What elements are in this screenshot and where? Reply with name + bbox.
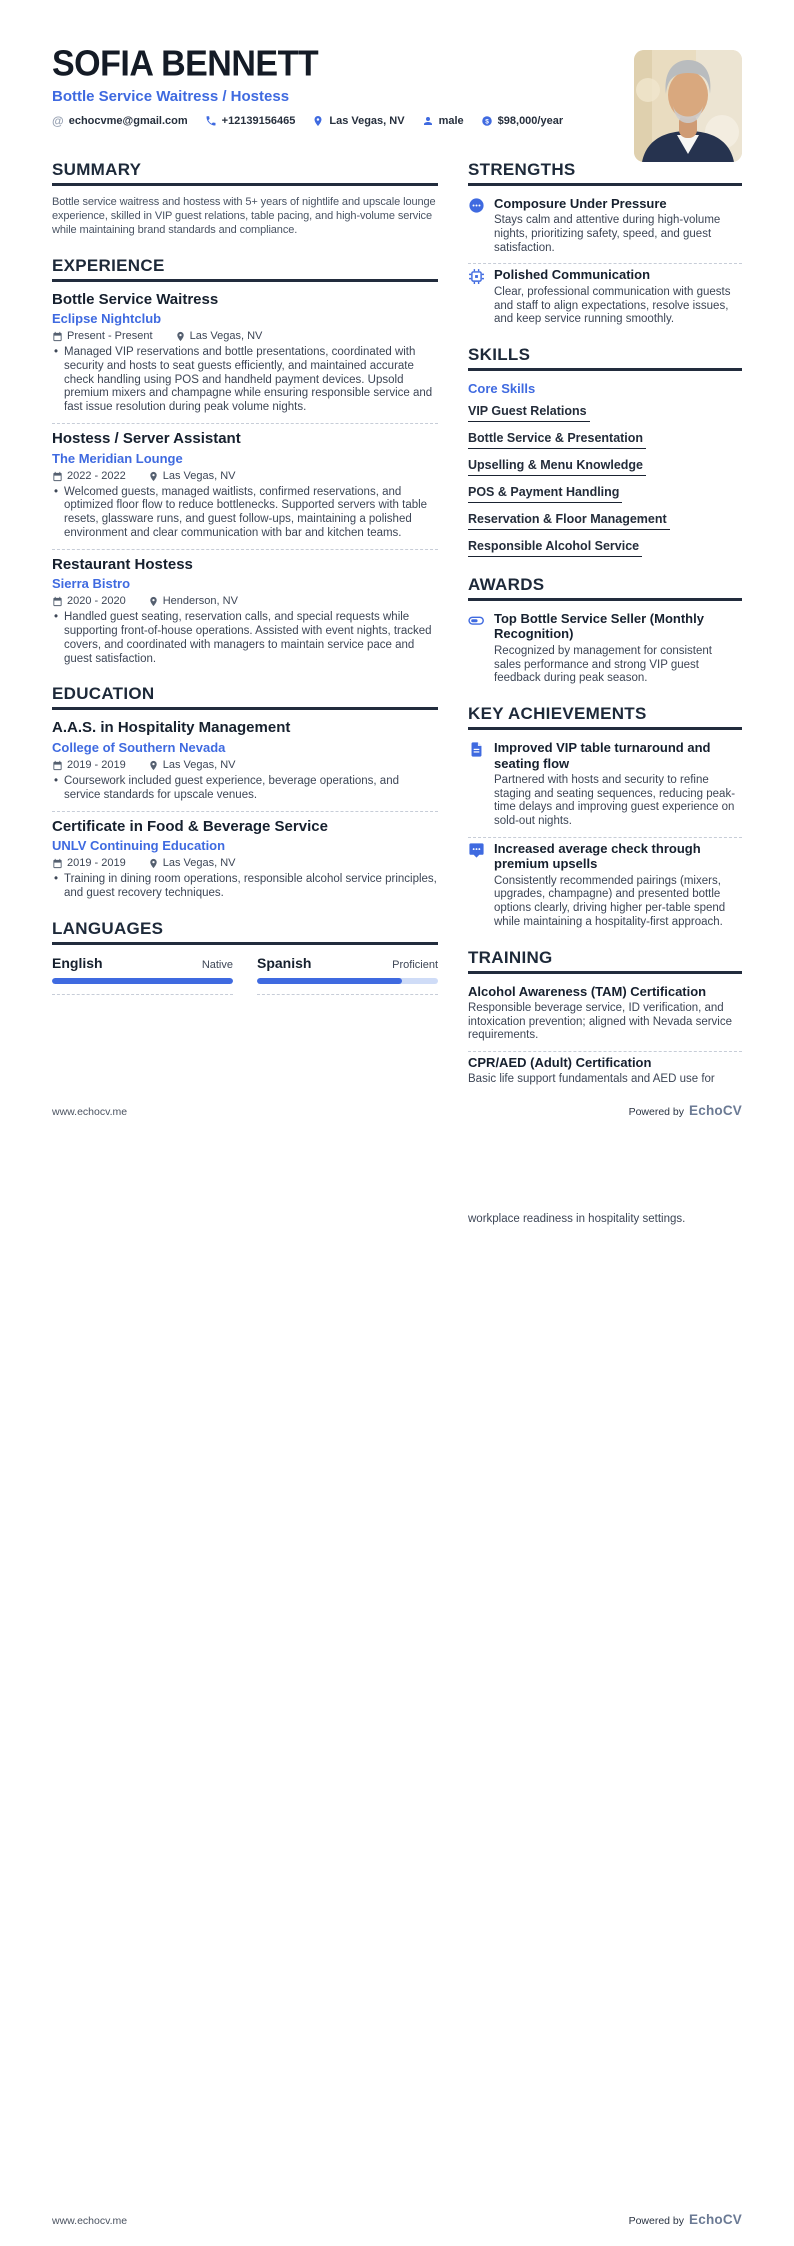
location-pin-icon	[148, 596, 159, 607]
job-entry	[52, 292, 438, 415]
education-bullets	[52, 775, 438, 803]
achievement-title: Increased average check through premium upsells	[494, 841, 701, 872]
powered-by	[629, 1103, 742, 1118]
job-bullets	[52, 486, 438, 541]
website-link[interactable]: www.echocv.me	[52, 1106, 128, 1118]
award-title: Top Bottle Service Seller (Monthly Recognition)	[494, 611, 704, 642]
languages-heading: LANGUAGES	[52, 919, 438, 945]
two-column-body	[52, 160, 742, 1105]
language-level: Proficient	[392, 958, 438, 971]
job-location: Las Vegas, NV	[162, 469, 236, 482]
brand-link[interactable]: EchoCV	[689, 1103, 742, 1118]
phone-icon	[205, 115, 217, 127]
person-icon	[422, 115, 434, 127]
divider	[52, 549, 438, 550]
contact-email[interactable]	[52, 114, 188, 128]
section-awards	[468, 575, 742, 686]
section-education	[52, 684, 438, 900]
email-icon: @	[52, 113, 64, 128]
profile-photo	[634, 50, 742, 162]
school: College of Southern Nevada	[52, 739, 226, 755]
powered-by-label: Powered by	[628, 2215, 685, 2227]
job-title: Hostess / Server Assistant	[52, 430, 241, 448]
gender-value: male	[438, 114, 464, 127]
award-item	[468, 611, 742, 686]
education-entry	[52, 819, 438, 901]
education-location: Las Vegas, NV	[162, 857, 236, 870]
section-strengths	[468, 160, 742, 327]
strength-description: Clear, professional communication with guests and staff to align expectations, resolve issues, and keep service running smoothly.	[494, 285, 731, 326]
skill-item: POS & Payment Handling	[468, 485, 622, 503]
calendar-icon	[52, 331, 63, 342]
skill-item: Reservation & Floor Management	[468, 512, 670, 530]
chat-circle-icon	[468, 197, 485, 214]
website-link[interactable]: www.echocv.me	[52, 2215, 128, 2227]
right-column	[468, 160, 742, 1105]
education-heading: EDUCATION	[52, 684, 438, 710]
degree: Certificate in Food & Beverage Service	[52, 817, 328, 835]
job-location: Las Vegas, NV	[189, 330, 263, 343]
summary-text: Bottle service waitress and hostess with 5+ years of nightlife and upscale lounge experience, skilled in VIP guest relations, table pacing, and high-volume service while maintaining brand standards and compliance.	[52, 195, 436, 236]
skill-item: Upselling & Menu Knowledge	[468, 458, 646, 476]
training-description-continuation: workplace readiness in hospitality settings.	[468, 1213, 686, 1225]
strength-title: Composure Under Pressure	[494, 195, 667, 211]
language-item	[52, 955, 233, 995]
page1-footer	[52, 1103, 742, 1118]
education-meta	[52, 759, 438, 771]
left-column	[52, 160, 438, 1105]
dollar-icon	[481, 115, 493, 127]
location-pin-icon	[148, 471, 159, 482]
contact-location	[312, 114, 404, 127]
job-title: Restaurant Hostess	[52, 555, 193, 573]
section-skills	[468, 345, 742, 557]
skill-item: Responsible Alcohol Service	[468, 539, 642, 557]
job-company: Eclipse Nightclub	[52, 311, 162, 327]
training-title: Alcohol Awareness (TAM) Certification	[468, 983, 707, 999]
candidate-title: Bottle Service Waitress / Hostess	[52, 87, 290, 105]
strength-item	[468, 196, 742, 256]
training-heading: TRAINING	[468, 948, 742, 974]
calendar-icon	[52, 760, 63, 771]
divider	[52, 994, 233, 995]
document-icon	[468, 741, 485, 758]
language-item	[257, 955, 438, 995]
salary-value: $98,000/year	[497, 114, 564, 127]
candidate-name: SOFIA BENNETT	[52, 43, 319, 85]
experience-heading: EXPERIENCE	[52, 256, 438, 282]
language-level: Native	[201, 958, 233, 971]
email-value: echocvme@gmail.com	[68, 114, 188, 127]
profile-photo-image	[634, 50, 742, 162]
award-description: Recognized by management for consistent sales performance and strong VIP guest feedback during peak season.	[494, 644, 712, 685]
awards-heading: AWARDS	[468, 575, 742, 601]
achievement-item	[468, 740, 742, 829]
job-bullet: • Managed VIP reservations and bottle presentations, coordinated with security and hosts to seat guests efficiently, and maintained accurate check handling using POS and handheld payment devices. Upsold premium mixers and champagne while ensuring responsible service and fast issue resolution during peak volume nights.	[52, 346, 438, 415]
calendar-icon	[52, 858, 63, 869]
language-bar-fill	[257, 978, 402, 984]
job-entry	[52, 557, 438, 667]
page2-footer	[52, 2212, 742, 2227]
location-pin-icon	[175, 331, 186, 342]
svg-text:$: $	[484, 118, 489, 126]
training-description: Responsible beverage service, ID verification, and intoxication prevention; aligned with Nevada service requirements.	[468, 1001, 733, 1042]
divider	[468, 1051, 742, 1052]
school: UNLV Continuing Education	[52, 838, 226, 854]
achievement-title: Improved VIP table turnaround and seating flow	[494, 740, 711, 771]
section-summary	[52, 160, 438, 238]
language-bar	[257, 978, 438, 984]
divider	[468, 837, 742, 838]
contact-gender	[422, 114, 464, 127]
location-pin-icon	[312, 115, 324, 127]
education-location: Las Vegas, NV	[162, 758, 236, 771]
skill-item: VIP Guest Relations	[468, 404, 590, 422]
strength-item	[468, 267, 742, 327]
education-bullet: • Training in dining room operations, responsible alcohol service principles, and guest recovery techniques.	[52, 873, 438, 901]
job-dates: Present - Present	[67, 330, 153, 343]
powered-by-label: Powered by	[628, 1106, 685, 1118]
achievement-description: Consistently recommended pairings (mixers, upgrades, champagne) and presented bottle options clearly, driving higher per-table spend while maintaining a hospitality-first approach.	[494, 874, 726, 929]
strengths-heading: STRENGTHS	[468, 160, 742, 186]
chat-bubble-icon	[468, 842, 485, 859]
job-meta	[52, 330, 438, 342]
job-title: Bottle Service Waitress	[52, 290, 219, 308]
achievement-description: Partnered with hosts and security to refine staging and seating sequences, reducing peak-time delays and improving guest experience on sold-out nights.	[494, 773, 736, 828]
location-pin-icon	[148, 760, 159, 771]
section-key-achievements	[468, 704, 742, 930]
contact-phone	[205, 114, 296, 127]
language-bar	[52, 978, 233, 984]
location-value: Las Vegas, NV	[329, 114, 405, 127]
job-bullets	[52, 611, 438, 666]
contact-salary	[481, 114, 563, 127]
job-dates: 2020 - 2020	[67, 595, 126, 608]
education-dates: 2019 - 2019	[67, 857, 126, 870]
divider	[52, 811, 438, 812]
skills-heading: SKILLS	[468, 345, 742, 371]
calendar-icon	[52, 471, 63, 482]
job-meta	[52, 595, 438, 607]
job-company: The Meridian Lounge	[52, 450, 183, 466]
skills-group-label: Core Skills	[468, 381, 536, 397]
strength-description: Stays calm and attentive during high-volume nights, prioritizing safety, speed, and guest satisfaction.	[494, 214, 721, 254]
medal-icon	[468, 612, 485, 629]
section-experience	[52, 256, 438, 667]
divider	[468, 263, 742, 264]
education-bullet: • Coursework included guest experience, beverage operations, and service standards for upscale venues.	[52, 775, 438, 803]
degree: A.A.S. in Hospitality Management	[52, 719, 291, 737]
job-bullet: • Welcomed guests, managed waitlists, confirmed reservations, and optimized floor flow to reduce bottlenecks. Supported servers with table resets, glassware runs, and guest follow-ups, maintaining a polished environment and clear communication with bar and kitchen teams.	[52, 486, 438, 541]
job-company: Sierra Bistro	[52, 576, 131, 592]
job-meta	[52, 470, 438, 482]
job-entry	[52, 431, 438, 541]
training-item	[468, 1055, 742, 1087]
summary-heading: SUMMARY	[52, 160, 438, 186]
education-entry	[52, 720, 438, 802]
education-meta	[52, 857, 438, 869]
language-name: Spanish	[257, 954, 312, 971]
location-pin-icon	[148, 858, 159, 869]
education-bullets	[52, 873, 438, 901]
job-bullets	[52, 346, 438, 415]
language-bar-fill	[52, 978, 233, 984]
training-title: CPR/AED (Adult) Certification	[468, 1055, 652, 1071]
section-languages	[52, 919, 438, 995]
education-dates: 2019 - 2019	[67, 758, 126, 771]
brand-link[interactable]: EchoCV	[689, 2212, 742, 2227]
calendar-icon	[52, 596, 63, 607]
language-name: English	[52, 954, 103, 971]
divider	[52, 423, 438, 424]
job-bullet: • Handled guest seating, reservation calls, and special requests while supporting front-of-house operations. Assisted with event nights, tracked covers, and coordinated with managers to maintain service pace and guest satisfaction.	[52, 611, 438, 666]
divider	[257, 994, 438, 995]
training-item	[468, 984, 742, 1043]
training-description: Basic life support fundamentals and AED use for	[468, 1073, 715, 1086]
job-location: Henderson, NV	[162, 595, 238, 608]
section-training	[468, 948, 742, 1087]
phone-value: +12139156465	[221, 114, 296, 127]
achievement-item	[468, 841, 742, 930]
strength-title: Polished Communication	[494, 267, 651, 283]
key-achievements-heading: KEY ACHIEVEMENTS	[468, 704, 742, 730]
skill-item: Bottle Service & Presentation	[468, 431, 646, 449]
job-dates: 2022 - 2022	[67, 469, 126, 482]
cpu-chip-icon	[468, 268, 485, 285]
powered-by	[629, 2212, 742, 2227]
